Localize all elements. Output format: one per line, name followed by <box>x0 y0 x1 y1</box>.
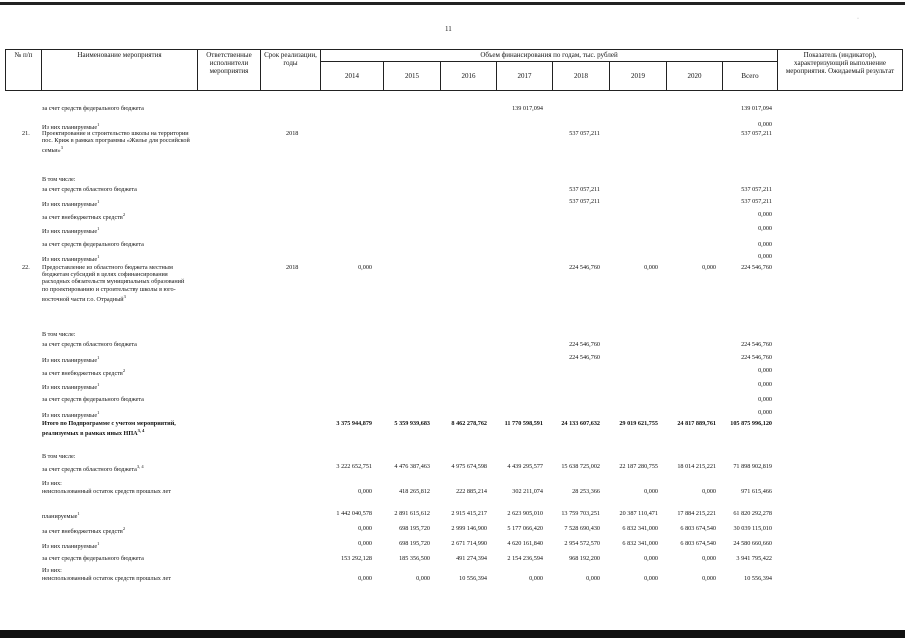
row-name-text: за счет средств федерального бюджета <box>42 555 144 562</box>
row-name-text: Из них планируемые <box>42 228 98 236</box>
row-name-text: Предоставление из областного бюджета местным бюджетам субсидий в целях софинансирования расходных обязательств муниципальных образований по проектированию и строительству школы в юго-восточной части г.о. Отрадный <box>42 264 185 303</box>
row-name <box>42 130 192 155</box>
footnote-marker: 3 <box>60 145 63 151</box>
footnote-marker: 1 <box>97 122 100 127</box>
cell-v2018: 537 057,211 <box>569 130 600 137</box>
row-name-text: планируемые <box>42 513 78 521</box>
cell-v2020: 0,000 <box>702 555 716 562</box>
cell-v2016: 2 999 146,900 <box>451 525 487 532</box>
footnote-marker: 2 <box>122 526 126 531</box>
row-name <box>42 510 192 520</box>
row-name-text: В том числе: <box>42 176 76 183</box>
cell-v2017: 5 177 066,420 <box>507 525 543 532</box>
row-number: 22. <box>22 264 30 271</box>
footnote-marker: 3, 4 <box>137 428 145 434</box>
cell-v2016: 4 975 674,598 <box>451 463 487 470</box>
row-name <box>42 488 192 495</box>
row-name-text: Итого по Подпрограмме с учетом мероприятий, реализуемых в рамках иных НПА <box>42 420 176 438</box>
row-name-text: Проектирование и строительство школы на территории пос. Криж в рамках программы «Жилье для российской семьи» <box>42 130 190 155</box>
cell-total: 971 615,466 <box>741 488 772 495</box>
row-name-text: за счет средств областного бюджета <box>42 186 137 193</box>
footnote-marker: 3 <box>123 293 126 299</box>
row-name <box>42 575 192 582</box>
row-name-text: неиспользованный остаток средств прошлых лет <box>42 488 171 495</box>
cell-v2019: 20 387 110,471 <box>619 510 658 517</box>
cell-v2019: 0,000 <box>644 555 658 562</box>
cell-v2016: 222 885,214 <box>456 488 487 495</box>
row-name-text: Из них: <box>42 567 62 574</box>
cell-v2014: 153 292,128 <box>341 555 372 562</box>
header-period: Срок реализации, годы <box>261 50 321 91</box>
row-name-text: за счет внебюджетных средств <box>42 370 123 378</box>
cell-v2015: 2 891 615,612 <box>394 510 430 517</box>
row-name-text: Из них: <box>42 480 62 487</box>
cell-v2018: 537 057,211 <box>569 198 600 205</box>
header-year-total: Всего <box>723 62 778 91</box>
cell-v2017: 2 154 236,594 <box>507 555 543 562</box>
cell-v2014: 0,000 <box>358 525 372 532</box>
cell-v2016: 491 274,394 <box>456 555 487 562</box>
row-name <box>42 225 192 235</box>
row-name-text: за счет средств федерального бюджета <box>42 105 144 112</box>
row-name <box>42 186 192 193</box>
header-executors: Ответственные исполнители мероприятия <box>198 50 261 91</box>
cell-total: 224 546,760 <box>741 354 772 361</box>
cell-v2020: 0,000 <box>702 264 716 271</box>
cell-v2017: 4 439 295,577 <box>507 463 543 470</box>
cell-total: 10 556,394 <box>744 575 772 582</box>
cell-total: 0,000 <box>758 121 772 128</box>
cell-v2018: 15 638 725,002 <box>561 463 600 470</box>
row-name-text: неиспользованный остаток средств прошлых лет <box>42 575 171 582</box>
cell-total: 0,000 <box>758 367 772 374</box>
cell-v2017: 2 623 905,010 <box>507 510 543 517</box>
footnote-marker: 2 <box>122 368 126 373</box>
header-year-2019: 2019 <box>610 62 667 91</box>
cell-v2019: 6 832 341,000 <box>622 525 658 532</box>
cell-v2015: 698 195,720 <box>399 540 430 547</box>
row-name <box>42 331 192 338</box>
cell-v2020: 18 014 215,221 <box>677 463 716 470</box>
footnote-marker: 1 <box>97 410 100 415</box>
cell-v2014: 0,000 <box>358 540 372 547</box>
row-number: 21. <box>22 130 30 137</box>
cell-v2018: 224 546,760 <box>569 354 600 361</box>
row-name <box>42 525 192 535</box>
header-name: Наименование мероприятия <box>42 50 198 91</box>
cell-v2019: 0,000 <box>644 575 658 582</box>
row-name <box>42 463 192 473</box>
row-name <box>42 253 192 263</box>
row-name-text: за счет средств федерального бюджета <box>42 396 144 403</box>
header-year-2016: 2016 <box>441 62 497 91</box>
cell-total: 105 875 996,120 <box>730 420 772 427</box>
row-name <box>42 198 192 208</box>
row-name <box>42 555 192 562</box>
row-name-text: В том числе: <box>42 331 76 338</box>
cell-v2019: 0,000 <box>644 264 658 271</box>
cell-total: 0,000 <box>758 396 772 403</box>
cell-v2016: 10 556,394 <box>459 575 487 582</box>
cell-v2020: 0,000 <box>702 575 716 582</box>
cell-v2019: 29 019 621,755 <box>619 420 658 427</box>
row-name <box>42 420 192 437</box>
footnote-marker: 1 <box>97 541 100 546</box>
row-name <box>42 453 192 460</box>
cell-v2018: 224 546,760 <box>569 341 600 348</box>
header-year-2018: 2018 <box>553 62 610 91</box>
cell-v2020: 6 803 674,540 <box>680 540 716 547</box>
cell-v2020: 17 884 215,221 <box>677 510 716 517</box>
cell-v2019: 22 187 280,755 <box>619 463 658 470</box>
header-num: № п/п <box>6 50 42 91</box>
row-name <box>42 211 192 221</box>
cell-v2019: 0,000 <box>644 488 658 495</box>
cell-v2018: 7 528 690,430 <box>564 525 600 532</box>
header-indicator: Показатель (индикатор), характеризующий выполнение мероприятия. Ожидаемый результат <box>778 50 903 91</box>
cell-v2017: 302 211,074 <box>512 488 543 495</box>
cell-v2014: 0,000 <box>358 488 372 495</box>
row-name <box>42 241 192 248</box>
cell-total: 0,000 <box>758 409 772 416</box>
footnote-marker: 3, 4 <box>136 464 144 469</box>
cell-total: 0,000 <box>758 381 772 388</box>
cell-v2014: 1 442 040,578 <box>336 510 372 517</box>
footnote-marker: 1 <box>97 382 100 387</box>
row-name-text: В том числе: <box>42 453 76 460</box>
cell-v2015: 418 265,812 <box>399 488 430 495</box>
row-name <box>42 105 192 112</box>
cell-v2014: 0,000 <box>358 575 372 582</box>
cell-v2020: 24 817 889,761 <box>677 420 716 427</box>
cell-v2020: 0,000 <box>702 488 716 495</box>
cell-v2017: 4 620 161,840 <box>507 540 543 547</box>
row-name-text: Из них планируемые <box>42 124 98 132</box>
cell-v2016: 8 462 278,762 <box>451 420 487 427</box>
row-name <box>42 341 192 348</box>
row-name <box>42 540 192 550</box>
cell-v2018: 13 759 703,251 <box>561 510 600 517</box>
cell-v2014: 0,000 <box>358 264 372 271</box>
cell-v2018: 537 057,211 <box>569 186 600 193</box>
cell-v2015: 4 476 387,463 <box>394 463 430 470</box>
footnote-marker: 1 <box>97 226 100 231</box>
cell-v2018: 2 954 572,570 <box>564 540 600 547</box>
row-name <box>42 367 192 377</box>
row-name-text: за счет средств областного бюджета <box>42 466 137 474</box>
footnote-marker: 1 <box>77 511 80 516</box>
cell-v2018: 0,000 <box>586 575 600 582</box>
cell-v2015: 5 359 939,683 <box>394 420 430 427</box>
cell-total: 537 057,211 <box>741 198 772 205</box>
row-name-text: за счет средств федерального бюджета <box>42 241 144 248</box>
cell-total: 0,000 <box>758 241 772 248</box>
cell-total: 537 057,211 <box>741 186 772 193</box>
header-year-2020: 2020 <box>667 62 723 91</box>
scan-mark: · <box>857 16 859 22</box>
page-number: 11 <box>445 25 452 33</box>
cell-v2019: 6 832 341,000 <box>622 540 658 547</box>
cell-v2014: 3 222 652,751 <box>336 463 372 470</box>
cell-total: 24 580 660,660 <box>733 540 772 547</box>
cell-total: 61 820 292,278 <box>733 510 772 517</box>
footnote-marker: 1 <box>97 254 100 259</box>
row-name <box>42 176 192 183</box>
cell-total: 0,000 <box>758 225 772 232</box>
cell-v2016: 2 671 714,990 <box>451 540 487 547</box>
row-name <box>42 480 192 487</box>
cell-v2016: 2 915 415,217 <box>451 510 487 517</box>
cell-v2017: 0,000 <box>529 575 543 582</box>
cell-v2018: 968 192,200 <box>569 555 600 562</box>
cell-v2017: 139 017,094 <box>512 105 543 112</box>
cell-v2015: 185 356,500 <box>399 555 430 562</box>
row-name-text: Из них планируемые <box>42 543 98 551</box>
cell-total: 0,000 <box>758 211 772 218</box>
footnote-marker: 1 <box>97 355 100 360</box>
row-name-text: Из них планируемые <box>42 412 98 420</box>
row-name <box>42 264 192 303</box>
row-name <box>42 409 192 419</box>
row-name-text: за счет внебюджетных средств <box>42 214 123 222</box>
bottom-border-line <box>0 630 905 638</box>
cell-total: 224 546,760 <box>741 264 772 271</box>
cell-total: 0,000 <box>758 253 772 260</box>
cell-total: 30 039 115,010 <box>733 525 772 532</box>
header-year-2017: 2017 <box>497 62 553 91</box>
row-name-text: за счет внебюджетных средств <box>42 528 123 536</box>
cell-v2018: 224 546,760 <box>569 264 600 271</box>
row-name-text: Из них планируемые <box>42 256 98 264</box>
row-name-text: за счет средств областного бюджета <box>42 341 137 348</box>
cell-total: 3 941 795,422 <box>736 555 772 562</box>
header-year-2015: 2015 <box>384 62 441 91</box>
row-name-text: Из них планируемые <box>42 201 98 209</box>
cell-v2018: 28 253,366 <box>572 488 600 495</box>
footnote-marker: 1 <box>97 199 100 204</box>
row-name <box>42 381 192 391</box>
row-period: 2018 <box>286 264 299 271</box>
cell-v2015: 698 195,720 <box>399 525 430 532</box>
row-name <box>42 354 192 364</box>
row-period: 2018 <box>286 130 299 137</box>
cell-total: 537 057,211 <box>741 130 772 137</box>
cell-total: 71 898 902,819 <box>733 463 772 470</box>
row-name <box>42 396 192 403</box>
header-year-2014: 2014 <box>321 62 384 91</box>
row-name <box>42 567 192 574</box>
footnote-marker: 2 <box>122 212 126 217</box>
cell-total: 224 546,760 <box>741 341 772 348</box>
cell-v2014: 3 375 944,879 <box>336 420 372 427</box>
row-name-text: Из них планируемые <box>42 357 98 365</box>
cell-v2018: 24 133 607,632 <box>561 420 600 427</box>
cell-v2015: 0,000 <box>416 575 430 582</box>
cell-v2020: 6 803 674,540 <box>680 525 716 532</box>
header-funding: Объем финансирования по годам, тыс. рублей <box>321 50 778 62</box>
cell-v2017: 11 770 598,591 <box>504 420 543 427</box>
cell-total: 139 017,094 <box>741 105 772 112</box>
row-name-text: Из них планируемые <box>42 384 98 392</box>
